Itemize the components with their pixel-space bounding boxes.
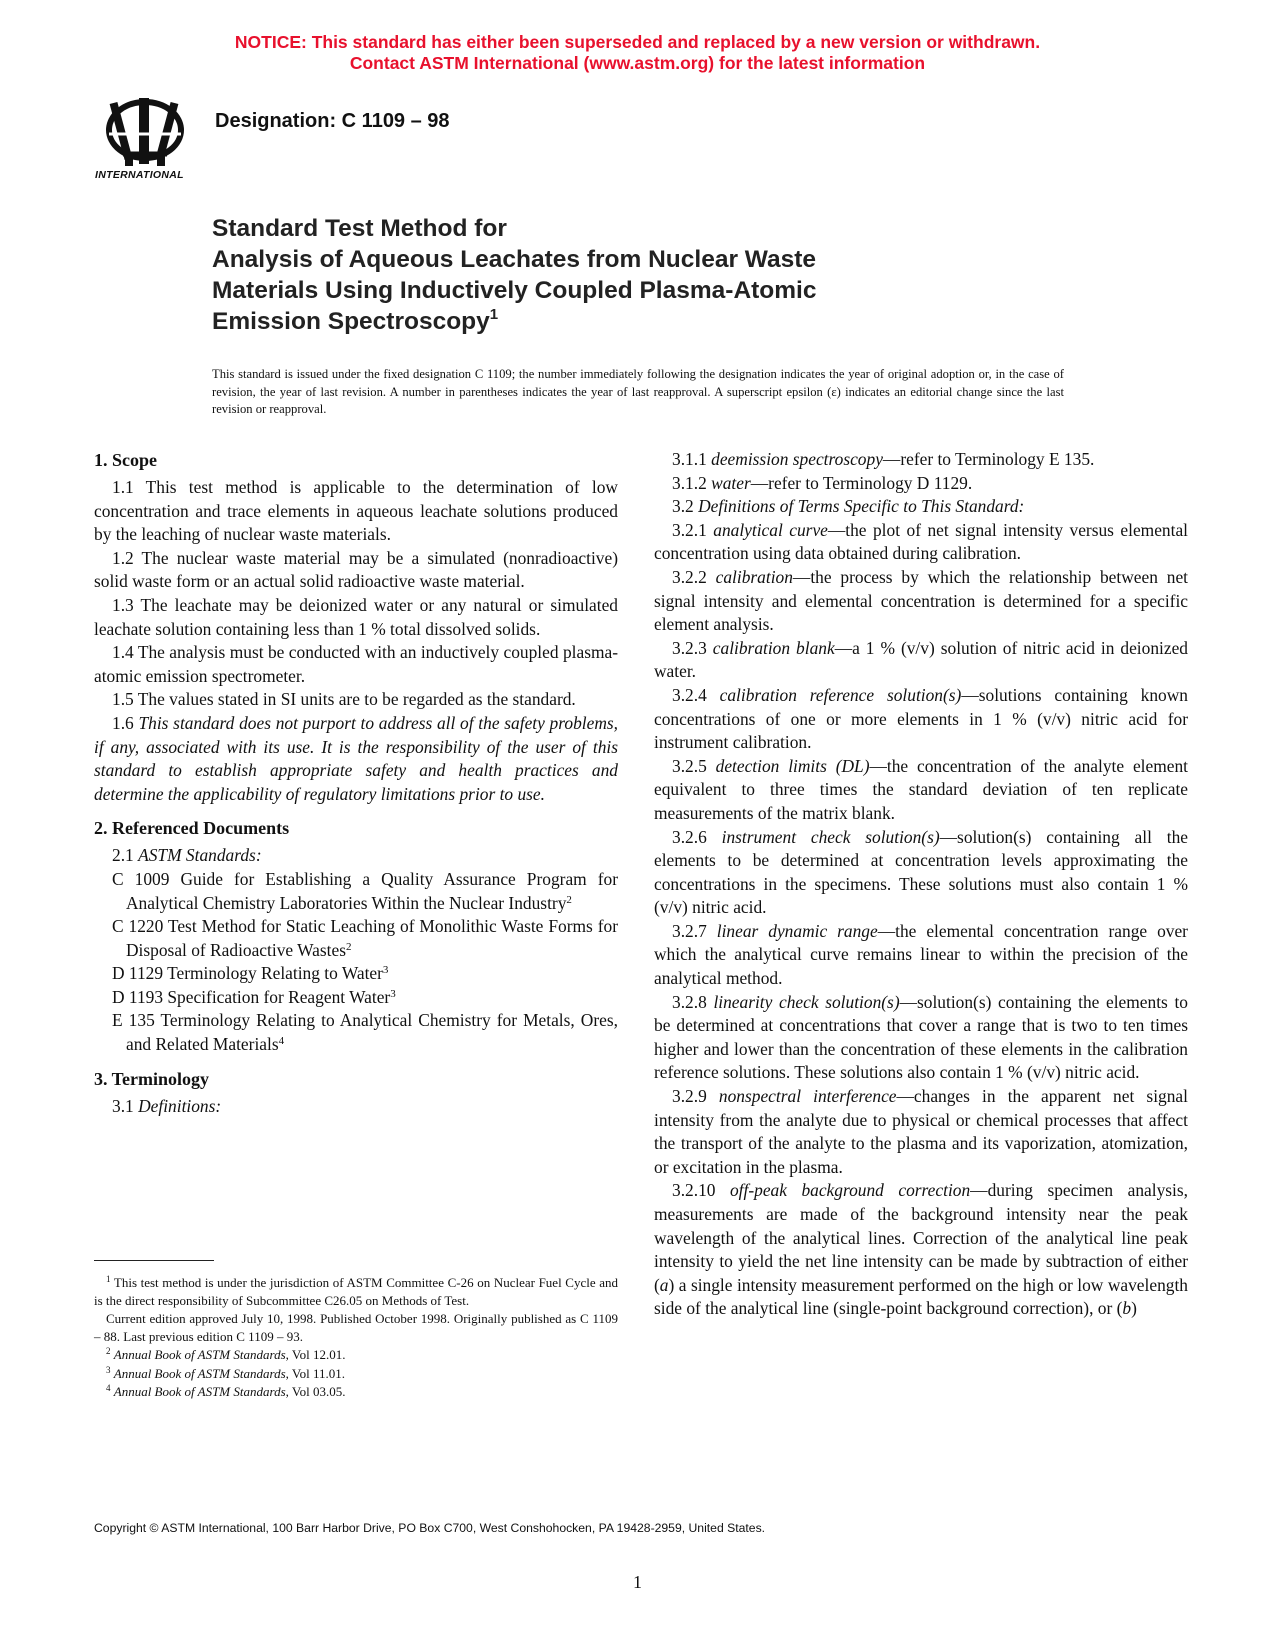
footnote-rule	[94, 1260, 214, 1261]
designation: Designation: C 1109 – 98	[215, 110, 450, 132]
withdrawn-notice	[0, 32, 1275, 74]
scope-1-6-text: This standard does not purport to address all of the safety problems, if any, associated with its use. It is the responsibility of the user of this standard to establish appropriate safety and health practices and determine the applicability of regulatory limitations prior to use.	[94, 712, 618, 804]
footnote-4: $^4$ Annual Book of ASTM Standards, Vol 03.05.	[106, 1383, 346, 1399]
reference-item: D 1129 Terminology Relating to Water$^3$	[112, 963, 389, 984]
footnote-1b: Current edition approved July 10, 1998. Published October 1998. Originally published as C 1109 – 88. Last previous edition C 1109 – 93.	[94, 1311, 618, 1344]
title-line-1: Standard Test Method for	[212, 215, 507, 242]
referenced-2-1-num: 2.1	[112, 845, 134, 866]
definition-item: 3.2.9 nonspectral interference—changes in the apparent net signal intensity from the analyte due to physical or chemical processes that affect the transport of the analyte to the plasma and its vaporization, atomization, or excitation in the plasma.	[654, 1086, 1188, 1177]
scope-1-6	[94, 712, 618, 806]
definition-item: 3.2.6 instrument check solution(s)—solution(s) containing all the elements to be determined at concentration levels approximating the concentrations in the specimens. These solutions must also contain 1 % (v/v) nitric acid.	[654, 826, 1188, 918]
reference-item: D 1193 Specification for Reagent Water$^3$	[112, 986, 396, 1007]
document-title	[212, 213, 992, 337]
definition-3-2: 3.2 Definitions of Terms Specific to This Standard:	[672, 496, 1025, 517]
scope-1-4: 1.4 The analysis must be conducted with an inductively coupled plasma-atomic emission spectrometer.	[94, 642, 618, 686]
definition-item: 3.2.2 calibration—the process by which the relationship between net signal intensity and elemental concentration is determined for a specific element analysis.	[654, 566, 1188, 635]
left-column	[94, 448, 618, 1118]
title-footnote-mark: 1	[489, 306, 499, 323]
copyright: Copyright © ASTM International, 100 Barr Harbor Drive, PO Box C700, West Conshohocken, PA 19428-2959, United States.	[94, 1521, 766, 1535]
footnote-2: $^2$ Annual Book of ASTM Standards, Vol 12.01.	[106, 1346, 346, 1362]
definition-item: 3.2.1 analytical curve—the plot of net signal intensity versus elemental concentration using data obtained during calibration.	[654, 519, 1189, 564]
scope-1-2: 1.2 The nuclear waste material may be a simulated (nonradioactive) solid waste form or an actual solid radioactive waste material.	[94, 547, 618, 592]
definition-3-1-2: 3.1.2 water—refer to Terminology D 1129.	[672, 472, 973, 493]
reference-item: C 1009 Guide for Establishing a Quality Assurance Program for Analytical Chemistry Laboratories Within the Nuclear Industry$^2$	[112, 868, 618, 913]
scope-1-5: 1.5 The values stated in SI units are to be regarded as the standard.	[112, 689, 576, 710]
scope-1-1: 1.1 This test method is applicable to the determination of low concentration and trace elements in aqueous leachate solutions produced by the leaching of nuclear waste materials.	[94, 477, 618, 545]
title-line-4: Emission Spectroscopy	[212, 308, 490, 335]
notice-line-1: NOTICE: This standard has either been superseded and replaced by a new version or withdrawn.	[234, 32, 1041, 52]
notice-line-2: Contact ASTM International (www.astm.org) for the latest information	[349, 53, 926, 73]
definition-item: 3.2.3 calibration blank—a 1 % (v/v) solution of nitric acid in deionized water.	[654, 637, 1188, 682]
terminology-3-1: 3.1 Definitions:	[112, 1095, 222, 1116]
footnote-1: $^1$ This test method is under the jurisdiction of ASTM Committee C-26 on Nuclear Fuel Cycle and is the direct responsibility of Subcommittee C26.05 on Methods of Test.	[94, 1274, 619, 1308]
scope-1-6-num: 1.6	[112, 712, 134, 733]
scope-1-3: 1.3 The leachate may be deionized water or any natural or simulated leachate solution containing less than 1 % total dissolved solids.	[94, 594, 618, 639]
page-number: 1	[633, 1572, 642, 1592]
title-line-2: Analysis of Aqueous Leachates from Nuclear Waste	[212, 246, 817, 273]
referenced-heading: 2. Referenced Documents	[94, 818, 290, 839]
referenced-2-1	[94, 844, 618, 868]
definition-item: 3.2.4 calibration reference solution(s)—solutions containing known concentrations of one or more elements in 1 % (v/v) nitric acid for instrument calibration.	[654, 684, 1188, 753]
right-column	[654, 448, 1188, 1321]
footnote-3: $^3$ Annual Book of ASTM Standards, Vol 11.01.	[106, 1364, 345, 1381]
definition-3-2-10: 3.2.10 off-peak background correction—during specimen analysis, measurements are made of the background intensity near the peak wavelength of the analytical lines. Correction of the analytical line peak intensity to yield the net line intensity can be made by subtraction of either (a) a single intensity measurement performed on the high or low wavelength side of the analytical line (single-point background correction), or (b)	[654, 1180, 1188, 1319]
reference-list	[112, 868, 618, 1057]
title-line-3: Materials Using Inductively Coupled Plasma-Atomic	[212, 277, 817, 304]
terminology-heading: 3. Terminology	[94, 1068, 210, 1089]
reference-item: E 135 Terminology Relating to Analytical Chemistry for Metals, Ores, and Related Materials$^4$	[112, 1010, 618, 1055]
logo-text: INTERNATIONAL	[95, 169, 184, 181]
footnotes	[94, 1274, 618, 1402]
definition-item: 3.2.8 linearity check solution(s)—solution(s) containing the elements to be determined at concentrations that cover a range that is two to ten times higher and lower than the concentration of these elements in the calibration reference solutions. These solutions also contain 1 % (v/v) nitric acid.	[654, 991, 1188, 1083]
scope-heading: 1. Scope	[94, 450, 157, 470]
definition-3-1-1: 3.1.1 deemission spectroscopy—refer to Terminology E 135.	[672, 449, 1095, 469]
reference-item: C 1220 Test Method for Static Leaching of Monolithic Waste Forms for Disposal of Radioactive Wastes$^2$	[112, 916, 618, 960]
definition-item: 3.2.7 linear dynamic range—the elemental concentration range over which the analytical curve remains linear to within the precision of the analytical method.	[654, 920, 1188, 989]
issue-note: This standard is issued under the fixed designation C 1109; the number immediately following the designation indicates the year of original adoption or, in the case of revision, the year of last revision. A number in parentheses indicates the year of last reapproval. A superscript epsilon (ε) indicates an editorial change since the last revision or reapproval.	[212, 367, 1064, 416]
referenced-2-1-text: ASTM Standards:	[138, 845, 262, 866]
definition-item: 3.2.5 detection limits (DL)—the concentration of the analyte element equivalent to three times the standard deviation of ten replicate measurements of the matrix blank.	[654, 755, 1188, 823]
